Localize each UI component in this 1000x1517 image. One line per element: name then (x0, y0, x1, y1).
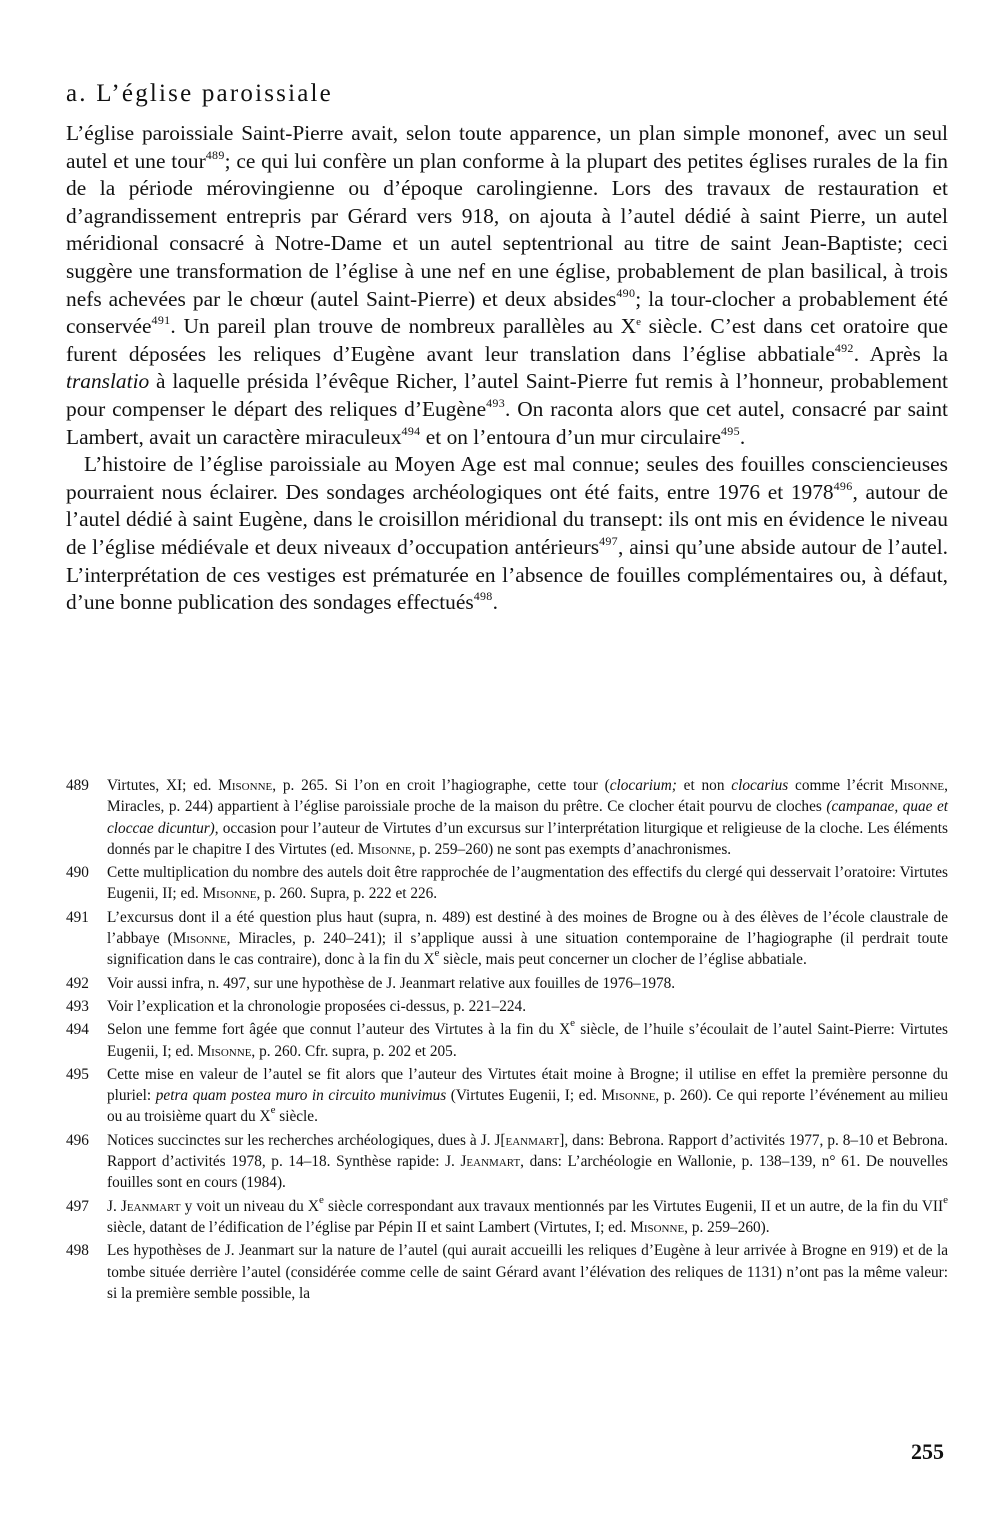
author-name: Jeanmart (120, 1197, 181, 1215)
footnote-number: 489 (66, 777, 89, 794)
paragraph-text: ; ce qui lui confère un plan conforme à la plupart des petites églises rurales de la fin de la période mérovingienne ou d’époque carolingienne. Lors des travaux de restauration et d’agrandissement entrepris par Gérard vers 918, on ajouta à l’autel dédié à saint Pierre, un autel méridional consacré à Notre-Dame et un autel septentrional au titre de saint Jean-Baptiste; ceci suggère une transformation de l’église à une nef en une église, probablement de plan basilical, à trois nefs achevées par le chœur (autel Saint-Pierre) et deux absides (66, 148, 948, 311)
footnote-ref[interactable]: 489 (205, 147, 225, 162)
body-text (66, 120, 948, 617)
footnote-489 (66, 775, 948, 860)
footnote-496 (66, 1130, 948, 1194)
italic-quote: petra quam postea muro in circuito munivimus (155, 1087, 447, 1105)
footnote-text: Notices succinctes sur les recherches archéologiques, dues à J. J[ (107, 1131, 506, 1149)
footnote-text: siècle, de l’huile s’écoulait de l’autel Saint-Pierre: Virtutes Eugenii, I; ed. (107, 1021, 949, 1060)
footnote-491 (66, 907, 948, 971)
footnote-ref[interactable]: 493 (486, 395, 505, 410)
footnote-text: L’excursus dont il a été question plus haut (supra, n. 489) est destiné à des moines de Brogne ou à des élèves de l’école claustrale de l’abbaye ( (107, 908, 948, 948)
footnote-497 (66, 1193, 948, 1239)
footnote-494 (66, 1019, 948, 1062)
italic-term: (campanae, quae et cloccae dicuntur) (107, 798, 948, 837)
paragraph-2 (66, 451, 948, 617)
footnote-number: 495 (66, 1065, 89, 1083)
author-name: Misonne (357, 840, 412, 858)
footnote-text: Virtutes, XI; ed. (107, 777, 219, 794)
footnote-490 (66, 862, 948, 905)
footnote-text: J. (107, 1197, 121, 1215)
paragraph-text: . On raconta alors que cet autel, consacré par saint Lambert, avait un caractère miraculeux (66, 396, 948, 449)
paragraph-text: L’église paroissiale Saint-Pierre avait, selon toute apparence, un plan simple mononef, avec un seul autel et une tour (66, 121, 948, 173)
footnote-text: , p. 260. Supra, p. 222 et 226. (256, 885, 438, 903)
footnote-number: 493 (66, 997, 89, 1015)
footnote-text: , p. 260. Cfr. supra, p. 202 et 205. (251, 1042, 457, 1060)
footnote-text: Les hypothèses de J. Jeanmart sur la nature de l’autel (qui aurait accueilli les reliques d’Eugène à leur arrivée à Brogne en 919) et de la tombe située derrière l’autel (considérée comme celle de saint Gérard avant l’élévation des reliques de 1131) n’ont pas la même valeur: si la première semble possible, la (107, 1242, 948, 1302)
footnote-text: , Miracles, p. 244) appartient à l’église paroissiale proche de la maison du prêtre. Ce clocher était pourvu de cloches (107, 777, 948, 816)
footnote-text: , Miracles, p. 240–241); il s’applique aussi à une situation contemporaine de l’hagiographe (il perdrait toute signification dans le cas contraire), donc à la fin du X (107, 930, 948, 969)
footnote-text: , p. 259–260) ne sont pas exempts d’anachronismes. (411, 840, 732, 858)
superscript: e (943, 1193, 948, 1206)
footnote-text: (Virtutes Eugenii, I; ed. (446, 1087, 602, 1105)
paragraph-1 (66, 120, 948, 451)
author-name: Misonne (197, 1042, 252, 1060)
paragraph-text: L’histoire de l’église paroissiale au Moyen Age est mal connue; seules des fouilles consciencieuses pourraient nous éclairer. Des sondages archéologiques ont été faits, entre 1976 et 1978 (66, 452, 948, 504)
author-name: Misonne (630, 1218, 685, 1236)
page-number: 255 (911, 1439, 944, 1464)
footnote-text: , p. 259–260). (684, 1218, 770, 1236)
footnote-ref[interactable]: 497 (599, 533, 618, 548)
footnote-number: 492 (66, 974, 89, 992)
author-name: Misonne (218, 777, 273, 794)
footnote-ref[interactable]: 492 (834, 340, 854, 355)
footnote-text: , p. 260). Ce qui reporte l’événement au milieu ou au troisième quart du X (107, 1087, 948, 1126)
paragraph-text: . (492, 590, 498, 615)
footnote-number: 491 (66, 908, 89, 926)
footnote-ref[interactable]: 490 (616, 285, 636, 300)
footnote-ref[interactable]: 494 (401, 423, 421, 438)
footnote-498 (66, 1240, 948, 1304)
footnote-text: , p. 265. Si l’on en croit l’hagiographe, cette tour ( (272, 777, 610, 794)
italic-term: translatio (66, 369, 150, 394)
footnote-number: 494 (66, 1021, 89, 1039)
footnote-text: Voir aussi infra, n. 497, sur une hypothèse de J. Jeanmart relative aux fouilles de 1976–1978. (107, 974, 676, 992)
superscript: e (270, 1104, 276, 1117)
footnote-text: Voir l’explication et la chronologie proposées ci-dessus, p. 221–224. (107, 997, 527, 1015)
footnote-text: Cette multiplication du nombre des autels doit être rapprochée de l’augmentation des effectifs du clergé qui desservait l’oratoire: Virtutes Eugenii, II; ed. (107, 864, 948, 903)
superscript: e (636, 316, 641, 329)
superscript: e (570, 1017, 576, 1030)
paragraph-text: . Un pareil plan trouve de nombreux parallèles au X (170, 314, 637, 339)
footnote-text: , occasion pour l’auteur de Virtutes d’un excursus sur l’interprétation liturgique et religieuse de la cloche. Les éléments donnés par le chapitre I des Virtutes (ed. (107, 819, 948, 858)
footnote-text: siècle, mais peut concerner un clocher de l’église abbatiale. (439, 951, 807, 969)
paragraph-text: siècle. C’est dans cet oratoire que furent déposées les reliques d’Eugène avant leur translation dans l’église abbatiale (66, 314, 948, 366)
paragraph-text: et on l’entoura d’un mur circulaire (420, 424, 721, 449)
superscript: e (318, 1193, 324, 1206)
author-name: Jeanmart (460, 1153, 521, 1171)
italic-term: clocarium; (609, 777, 677, 794)
footnote-ref[interactable]: 495 (720, 423, 740, 438)
footnote-text: , dans: L’archéologie en Wallonie, p. 138–139, n° 61. De nouvelles fouilles sont en cours (1984). (107, 1153, 948, 1192)
footnote-text: siècle. (275, 1108, 318, 1126)
footnote-text: y voit un niveau du X (180, 1197, 319, 1215)
footnotes (66, 775, 948, 1306)
paragraph-text: . Après la (853, 341, 948, 366)
footnote-ref[interactable]: 498 (473, 589, 493, 604)
footnote-number: 490 (66, 864, 89, 882)
footnote-ref[interactable]: 491 (151, 313, 171, 328)
footnote-493 (66, 996, 948, 1017)
footnote-text: comme l’écrit (788, 777, 891, 794)
author-name: Misonne (601, 1087, 656, 1105)
section-heading: a. L’église paroissiale (66, 80, 333, 107)
author-name: Misonne (890, 777, 945, 794)
paragraph-text: à laquelle présida l’évêque Richer, l’autel Saint-Pierre fut remis à l’honneur, probablement pour compenser le départ des reliques d’Eugène (66, 369, 948, 421)
author-name: Misonne (202, 885, 257, 903)
paragraph-text: , autour de l’autel dédié à saint Eugène, dans le croisillon méridional du transept: ils ont mis en évidence le niveau de l’église médiévale et deux niveaux d’occupation antérieurs (66, 479, 948, 559)
author-name: Misonne (172, 930, 227, 948)
footnote-number: 497 (66, 1197, 89, 1215)
superscript: e (434, 947, 440, 960)
footnote-492 (66, 973, 948, 994)
footnote-text: Selon une femme fort âgée que connut l’auteur des Virtutes à la fin du X (107, 1021, 571, 1039)
footnote-text: ], dans: Bebrona. Rapport d’activités 1977, p. 8–10 et Bebrona. Rapport d’activités 1978, p. 14–18. Synthèse rapide: J. (107, 1131, 949, 1171)
footnote-ref[interactable]: 496 (833, 478, 853, 493)
paragraph-text: ; la tour-clocher a probablement été conservée (66, 286, 948, 339)
footnote-text: siècle, datant de l’édification de l’église par Pépin II et saint Lambert (Virtutes, I; ed. (107, 1218, 631, 1236)
footnote-text: et non (676, 777, 732, 794)
paragraph-text: , ainsi qu’une abside autour de l’autel. L’interprétation de ces vestiges est prématurée en l’absence de fouilles complémentaires ou, à défaut, d’une bonne publication des sondages effectués (66, 534, 948, 615)
footnote-number: 498 (66, 1242, 89, 1260)
author-name: eanmart (505, 1131, 560, 1149)
italic-term: clocarius (731, 777, 789, 794)
footnote-text: siècle correspondant aux travaux mentionnés par les Virtutes Eugenii, II et un autre, de la fin du VII (323, 1197, 944, 1215)
footnote-495 (66, 1064, 948, 1128)
paragraph-text: . (739, 424, 746, 449)
footnote-text: Cette mise en valeur de l’autel se fit alors que l’auteur des Virtutes était moine à Brogne; il utilise en effet la première personne du pluriel: (107, 1065, 948, 1105)
footnote-number: 496 (66, 1131, 89, 1149)
